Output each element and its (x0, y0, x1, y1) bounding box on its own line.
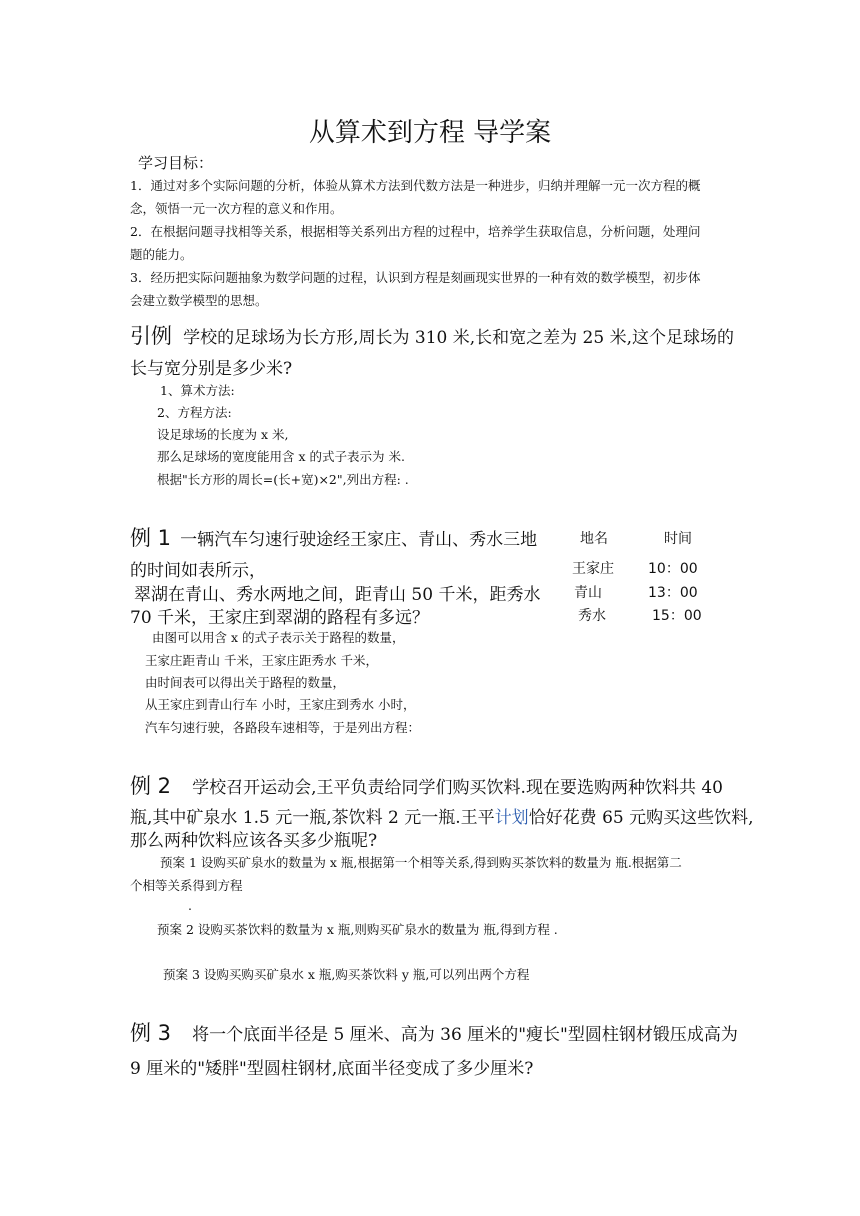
intro-line (130, 320, 734, 350)
ex1-hint: 由时间表可以得出关于路程的数量， (145, 675, 346, 690)
intro-step: 1、算术方法: (160, 383, 235, 398)
table-header-time: 时间 (664, 531, 692, 547)
table-cell-time: 13：00 (648, 585, 698, 601)
page-title: 从算术到方程 导学案 (308, 118, 552, 148)
ex1-text: 一辆汽车匀速行驶途经王家庄、青山、秀水三地 (180, 530, 538, 550)
ex2-highlight: 计划 (494, 808, 529, 828)
intro-text: 长与宽分别是多少米? (130, 359, 293, 379)
table-cell-time: 15：00 (652, 608, 702, 624)
goal-line: 1．通过对多个实际问题的分析，体验从算术方法到代数方法是一种进步，归纳并理解一元一次方程的概 (130, 178, 701, 193)
intro-step: 设足球场的长度为 x 米, (157, 427, 289, 442)
goal-line: 念，领悟一元一次方程的意义和作用。 (130, 201, 343, 216)
table-cell-place: 秀水 (578, 608, 606, 624)
ex1-hint: 由图可以用含 x 的式子表示关于路程的数量， (152, 630, 405, 645)
intro-step: 2、方程方法: (157, 405, 232, 420)
ex1-text: 的时间如表所示， (130, 561, 266, 581)
ex1-hint: 汽车匀速行驶，各路段车速相等，于是列出方程： (145, 720, 421, 735)
ex2-plan: 个相等关系得到方程 (130, 878, 243, 893)
goal-line: 会建立数学模型的思想。 (130, 293, 268, 308)
intro-step: 那么足球场的宽度能用含 x 的式子表示为 米. (157, 449, 405, 464)
ex2-text: 瓶,其中矿泉水 1.5 元一瓶,茶饮料 2 元一瓶.王平 (130, 808, 495, 828)
ex3-text: 9 厘米的"矮胖"型圆柱钢材,底面半径变成了多少厘米? (130, 1059, 534, 1079)
ex1-label: 例 1 (130, 526, 172, 550)
ex2-plan: 预案 3 设购买购买矿泉水 x 瓶,购买茶饮料 y 瓶,可以列出两个方程 (163, 967, 530, 982)
ex2-text: 恰好花费 65 元购买这些饮料, (528, 808, 754, 828)
goal-line: 2．在根据问题寻找相等关系，根据相等关系列出方程的过程中，培养学生获取信息，分析问题，处理问 (130, 224, 701, 239)
ex2-label: 例 2 (130, 774, 172, 798)
intro-label: 引例 (130, 324, 172, 348)
table-cell-time: 10：00 (648, 561, 698, 577)
goal-line: 3．经历把实际问题抽象为数学问题的过程，认识到方程是刻画现实世界的一种有效的数学模型，初步体 (130, 270, 701, 285)
goal-line: 题的能力。 (130, 247, 193, 262)
ex1-line (130, 522, 537, 552)
ex2-text: 学校召开运动会,王平负责给同学们购买饮料.现在要选购两种饮料共 40 (192, 778, 723, 798)
ex2-text: 那么两种饮料应该各买多少瓶呢? (130, 831, 378, 851)
ex1-hint: 王家庄距青山 千米，王家庄距秀水 千米， (145, 653, 378, 668)
intro-step: 根据"长方形的周长=(长+宽)×2",列出方程: . (157, 472, 409, 487)
ex3-text: 将一个底面半径是 5 厘米、高为 36 厘米的"瘦长"型圆柱钢材锻压成高为 (192, 1025, 738, 1045)
ex2-plan: 预案 1 设购买矿泉水的数量为 x 瓶,根据第一个相等关系,得到购买茶饮料的数量为 瓶.根据第二 (160, 855, 682, 870)
ex2-plan: 预案 2 设购买茶饮料的数量为 x 瓶,则购买矿泉水的数量为 瓶,得到方程 . (157, 922, 558, 937)
intro-text: 学校的足球场为长方形,周长为 310 米,长和宽之差为 25 米,这个足球场的 (183, 328, 734, 348)
goals-heading: 学习目标： (138, 154, 214, 172)
ex1-hint: 从王家庄到青山行车 小时，王家庄到秀水 小时， (145, 697, 416, 712)
table-cell-place: 王家庄 (572, 561, 614, 577)
ex2-plan: . (188, 898, 192, 913)
ex3-label: 例 3 (130, 1021, 172, 1045)
ex1-text: 70 千米，王家庄到翠湖的路程有多远？ (130, 608, 430, 628)
ex1-text: 翠湖在青山、秀水两地之间，距青山 50 千米，距秀水 (134, 585, 541, 605)
table-cell-place: 青山 (574, 585, 602, 601)
ex2-line (130, 770, 723, 800)
ex2-line (130, 803, 754, 828)
table-header-place: 地名 (580, 531, 608, 547)
ex3-line (130, 1017, 738, 1047)
